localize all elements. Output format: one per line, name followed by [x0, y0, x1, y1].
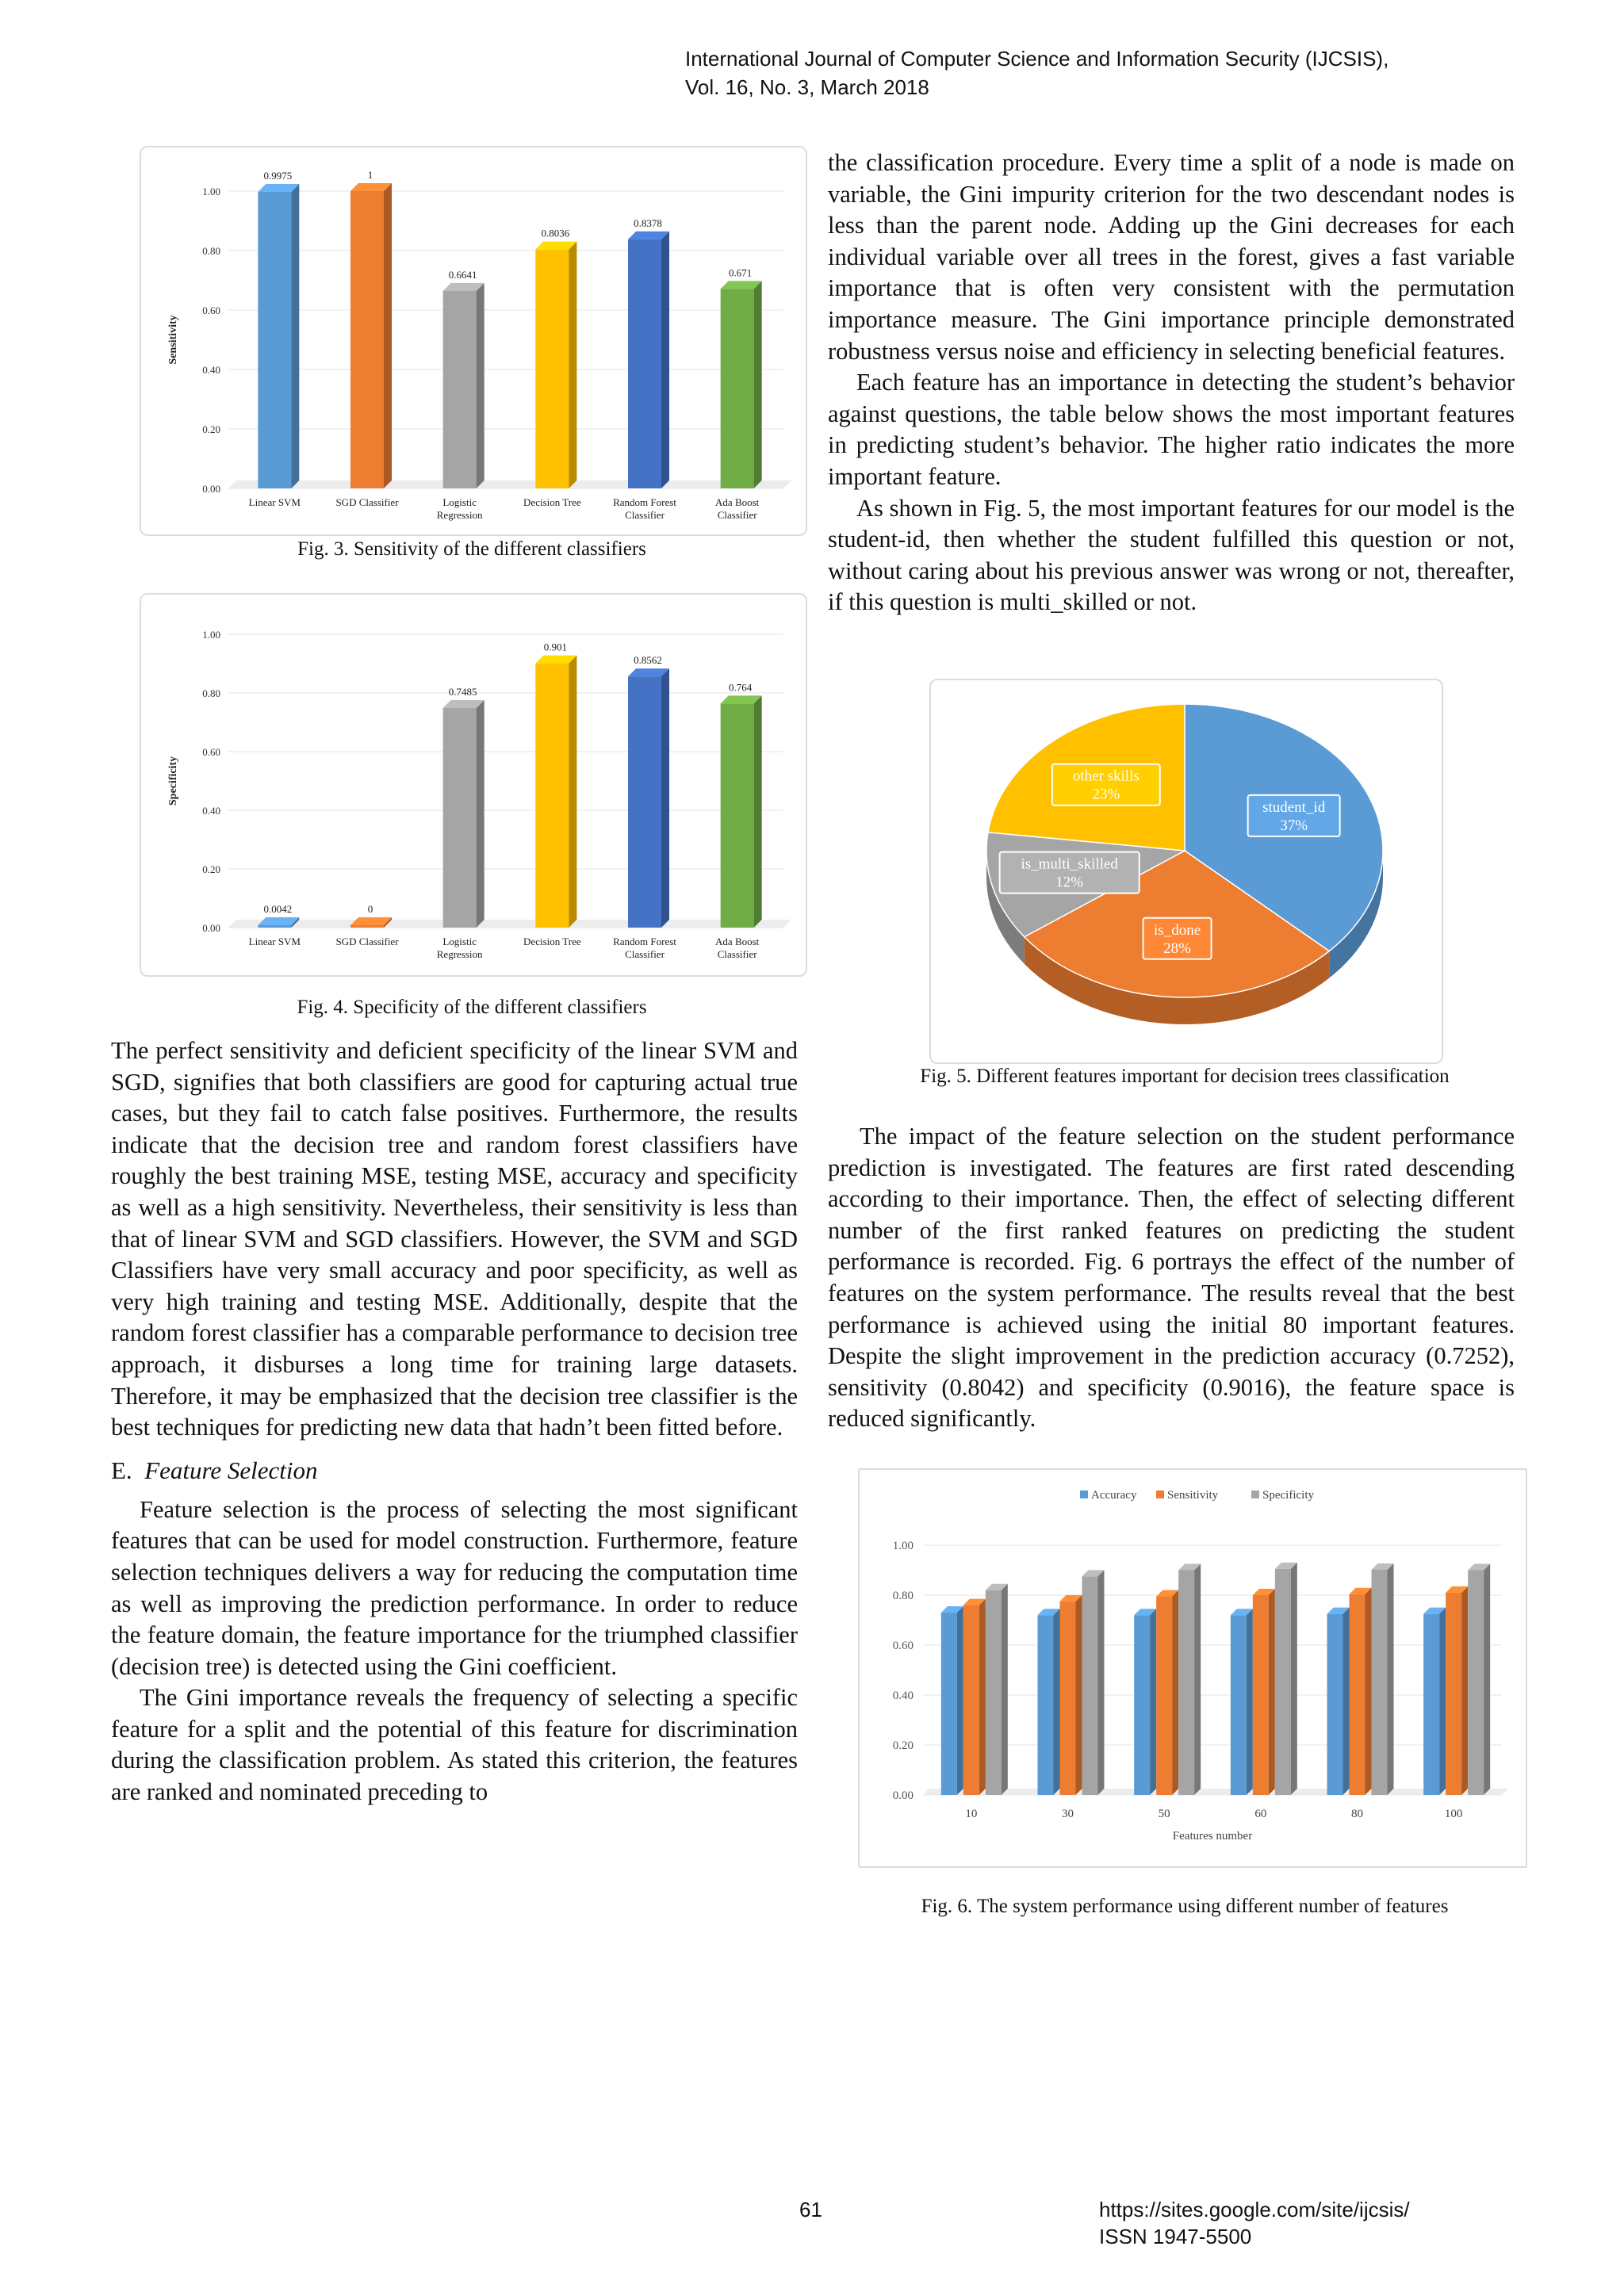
x-tick-label: 60: [1254, 1808, 1267, 1820]
fig5-svg: [931, 680, 1442, 1062]
bar: [350, 183, 392, 488]
pie-label-name: is_done: [1154, 921, 1201, 939]
x-tick-label: 10: [965, 1808, 978, 1820]
y-tick-label: 0.60: [202, 746, 220, 758]
bar: [535, 242, 576, 488]
x-tick-label: Decision Tree: [523, 496, 581, 508]
fig5-caption: Fig. 5. Different features important for decision trees classification: [920, 1066, 1450, 1087]
fig5-chart: [929, 679, 1443, 1064]
chart-floor: [923, 1789, 1508, 1795]
right-paragraph-3: As shown in Fig. 5, the most important features for our model is the student-id, then whether the student fulfilled this question or not, without caring about his previous answer was wrong or not, thereafter, if this question is multi_skilled or not.: [828, 494, 1515, 616]
y-tick-label: 1.00: [202, 629, 220, 641]
fig4-chart: [140, 593, 807, 977]
data-label: 0.764: [729, 681, 753, 694]
bar: [1275, 1563, 1297, 1795]
right-column-top: [828, 147, 1515, 618]
bar: [986, 1584, 1008, 1795]
section-title: Feature Selection: [144, 1456, 318, 1484]
bar: [721, 281, 762, 488]
legend-label: Sensitivity: [1167, 1489, 1219, 1502]
x-tick-label: SGD Classifier: [335, 936, 399, 947]
data-label: 0.8378: [634, 216, 662, 229]
y-tick-label: 0.00: [202, 922, 220, 934]
pie-label-name: other skills: [1072, 767, 1139, 785]
x-tick-label: Random Forest: [613, 936, 676, 947]
pie-label-percent: 37%: [1280, 817, 1308, 834]
y-tick-label: 0.80: [892, 1590, 914, 1602]
x-tick-label: Ada Boost: [715, 496, 760, 508]
y-tick-label: 0.20: [202, 423, 220, 435]
fig6-svg: [860, 1470, 1526, 1866]
fig6-caption: Fig. 6. The system performance using different number of features: [921, 1896, 1449, 1917]
legend-swatch: [1156, 1490, 1164, 1498]
x-tick-label: 100: [1444, 1808, 1463, 1820]
x-tick-label: Random Forest: [613, 496, 676, 508]
data-label: 0.0042: [263, 903, 293, 915]
bar: [628, 668, 669, 928]
x-tick-label: SGD Classifier: [335, 496, 399, 508]
bar: [1372, 1563, 1394, 1795]
page-number: 61: [799, 2198, 822, 2221]
y-axis-label: Specificity: [167, 756, 179, 806]
pie-label-percent: 28%: [1163, 939, 1191, 957]
bar: [1350, 1588, 1372, 1795]
x-tick-label: Linear SVM: [248, 496, 301, 508]
section-label: E.: [111, 1456, 132, 1484]
journal-header: [685, 44, 1388, 101]
y-tick-label: 1.00: [202, 186, 220, 197]
left-paragraph-2: Feature selection is the process of selecting the most significant features that can be used for model construction. Furthermore, feature selection techniques delivers a way for reducing the computation time as well as improving the prediction performance. In order to reduce the feature domain, the feature importance for the triumphed classifier (decision tree) is detected using the Gini coefficient.: [111, 1495, 798, 1680]
x-tick-label: Logistic: [442, 936, 477, 947]
fig3-svg: [141, 147, 806, 534]
bar: [1327, 1608, 1350, 1795]
fig4-svg: [141, 595, 806, 975]
fig6-chart: [858, 1468, 1527, 1868]
legend-swatch: [1251, 1490, 1259, 1498]
pie-label-percent: 23%: [1092, 786, 1120, 803]
bar: [1231, 1609, 1253, 1795]
bar: [721, 695, 762, 928]
x-tick-label: Classifier: [625, 509, 665, 521]
bar: [1423, 1608, 1446, 1795]
data-label: 0.8036: [541, 227, 570, 239]
left-paragraph-1: The perfect sensitivity and deficient specificity of the linear SVM and SGD, signifies that both classifiers are good for capturing actual true cases, but they fail to catch false positives. Furthermore, the results indicate that the decision tree and random forest classifiers have roughly the best training MSE, testing MSE, accuracy and specificity as well as a high sensitivity. Nevertheless, their sensitivity is less than that of linear SVM and SGD classifiers. However, the SVM and SGD Classifiers have very small accuracy and poor specificity, as well as very high training and testing MSE. Additionally, despite that the random forest classifier has a comparable performance to decision tree approach, it disburses a long time for training large datasets. Therefore, it may be emphasized that the decision tree classifier is the best techniques for predicting new data that hadn’t been fitted before.: [111, 1037, 798, 1441]
fig3-caption: Fig. 3. Sensitivity of the different classifiers: [297, 538, 646, 560]
x-tick-label: Classifier: [717, 948, 757, 960]
right-column-middle: [828, 1121, 1515, 1435]
x-tick-label: Classifier: [625, 948, 665, 960]
left-paragraph-3: The Gini importance reveals the frequency of selecting a specific feature for a split and the potential of this feature for discrimination during the classification problem. As stated this criterion, the features are ranked and nominated preceding to: [111, 1684, 798, 1806]
bar: [1060, 1595, 1082, 1795]
y-tick-label: 0.80: [202, 687, 220, 699]
legend-swatch: [1080, 1490, 1088, 1498]
bar: [1178, 1564, 1201, 1796]
x-tick-label: Regression: [436, 509, 483, 521]
x-tick-label: Linear SVM: [248, 936, 301, 947]
pie-label: [1143, 918, 1212, 959]
bar: [443, 283, 485, 488]
bar: [1446, 1586, 1468, 1795]
data-label: 0.671: [729, 266, 753, 279]
bar: [443, 700, 485, 928]
y-tick-label: 0.20: [202, 863, 220, 875]
section-heading: [111, 1455, 798, 1487]
pie-label: [1248, 795, 1340, 836]
bar: [535, 656, 576, 928]
legend: [1080, 1489, 1314, 1502]
y-tick-label: 0.40: [202, 364, 220, 376]
y-tick-label: 0.00: [892, 1789, 914, 1802]
x-axis-label: Features number: [1172, 1830, 1253, 1843]
y-tick-label: 0.40: [202, 805, 220, 817]
bar: [1082, 1570, 1105, 1795]
bar: [1134, 1609, 1156, 1795]
x-tick-label: Classifier: [717, 509, 757, 521]
journal-title: International Journal of Computer Science and Information Security (IJCSIS),: [685, 47, 1389, 71]
bar: [258, 184, 299, 488]
y-tick-label: 0.20: [892, 1739, 914, 1752]
x-tick-label: Regression: [436, 948, 483, 960]
fig4-caption: Fig. 4. Specificity of the different classifiers: [297, 997, 647, 1018]
data-label: 0.9975: [263, 169, 293, 182]
journal-volume: Vol. 16, No. 3, March 2018: [685, 75, 929, 99]
x-tick-label: 30: [1062, 1808, 1074, 1820]
data-label: 0.8562: [634, 654, 662, 667]
x-tick-label: 80: [1351, 1808, 1363, 1820]
right-paragraph-4: The impact of the feature selection on the student performance prediction is investigated. The features are first rated descending according to their importance. Then, the effect of selecting different number of the first ranked features on predicting the student performance is recorded. Fig. 6 portrays the effect of the number of features on the system performance. The results reveal that the best performance is achieved using the initial 80 important features. Despite the slight improvement in the prediction accuracy (0.7252), sensitivity (0.8042) and specificity (0.9016), the feature space is reduced significantly.: [828, 1123, 1515, 1433]
left-column: [111, 1035, 798, 1808]
legend-label: Accuracy: [1091, 1489, 1137, 1502]
bar: [963, 1599, 986, 1795]
pie-label-name: student_id: [1262, 798, 1326, 816]
chart-floor: [228, 920, 791, 928]
bar: [1156, 1590, 1178, 1795]
pie-label-name: is_multi_skilled: [1021, 855, 1118, 873]
x-tick-label: Decision Tree: [523, 936, 581, 947]
x-tick-label: Ada Boost: [715, 936, 760, 947]
legend-label: Specificity: [1262, 1489, 1314, 1502]
data-label: 0.7485: [448, 686, 477, 698]
right-paragraph-2: Each feature has an importance in detecting the student’s behavior against questions, the table below shows the most important features in predicting student’s behavior. The higher ratio indicates the more important feature.: [828, 369, 1515, 490]
y-tick-label: 0.60: [202, 304, 220, 316]
chart-floor: [228, 480, 791, 488]
bar: [1038, 1609, 1060, 1795]
data-label: 0.901: [543, 641, 567, 653]
y-tick-label: 0.40: [892, 1689, 914, 1702]
footer-issn: ISSN 1947-5500: [1099, 2225, 1252, 2248]
y-axis-label: Sensitivity: [167, 315, 179, 365]
fig3-chart: [140, 146, 807, 536]
y-tick-label: 0.60: [892, 1640, 914, 1652]
x-tick-label: 50: [1158, 1808, 1170, 1820]
data-label: 0: [367, 903, 373, 915]
footer-url: https://sites.google.com/site/ijcsis/: [1099, 2198, 1410, 2221]
bar: [941, 1606, 963, 1795]
bar: [1253, 1589, 1275, 1795]
right-paragraph-1: the classification procedure. Every time a split of a node is made on variable, the Gini impurity criterion for the two descendant nodes is less than the parent node. Adding up the Gini decreases for each individual variable over all trees in the forest, gives a fast variable importance that is often very consistent with the permutation importance measure. The Gini importance principle demonstrated robustness versus noise and efficiency in selecting beneficial features.: [828, 149, 1515, 365]
pie-label: [1000, 852, 1139, 894]
y-tick-label: 0.80: [202, 245, 220, 257]
bar: [628, 232, 669, 488]
data-label: 1: [367, 169, 373, 181]
x-tick-label: Logistic: [442, 496, 477, 508]
data-label: 0.6641: [448, 268, 477, 281]
pie-label: [1052, 764, 1160, 806]
bar: [1468, 1564, 1490, 1796]
y-tick-label: 1.00: [892, 1540, 914, 1552]
pie-label-percent: 12%: [1055, 874, 1084, 891]
y-tick-label: 0.00: [202, 483, 220, 495]
